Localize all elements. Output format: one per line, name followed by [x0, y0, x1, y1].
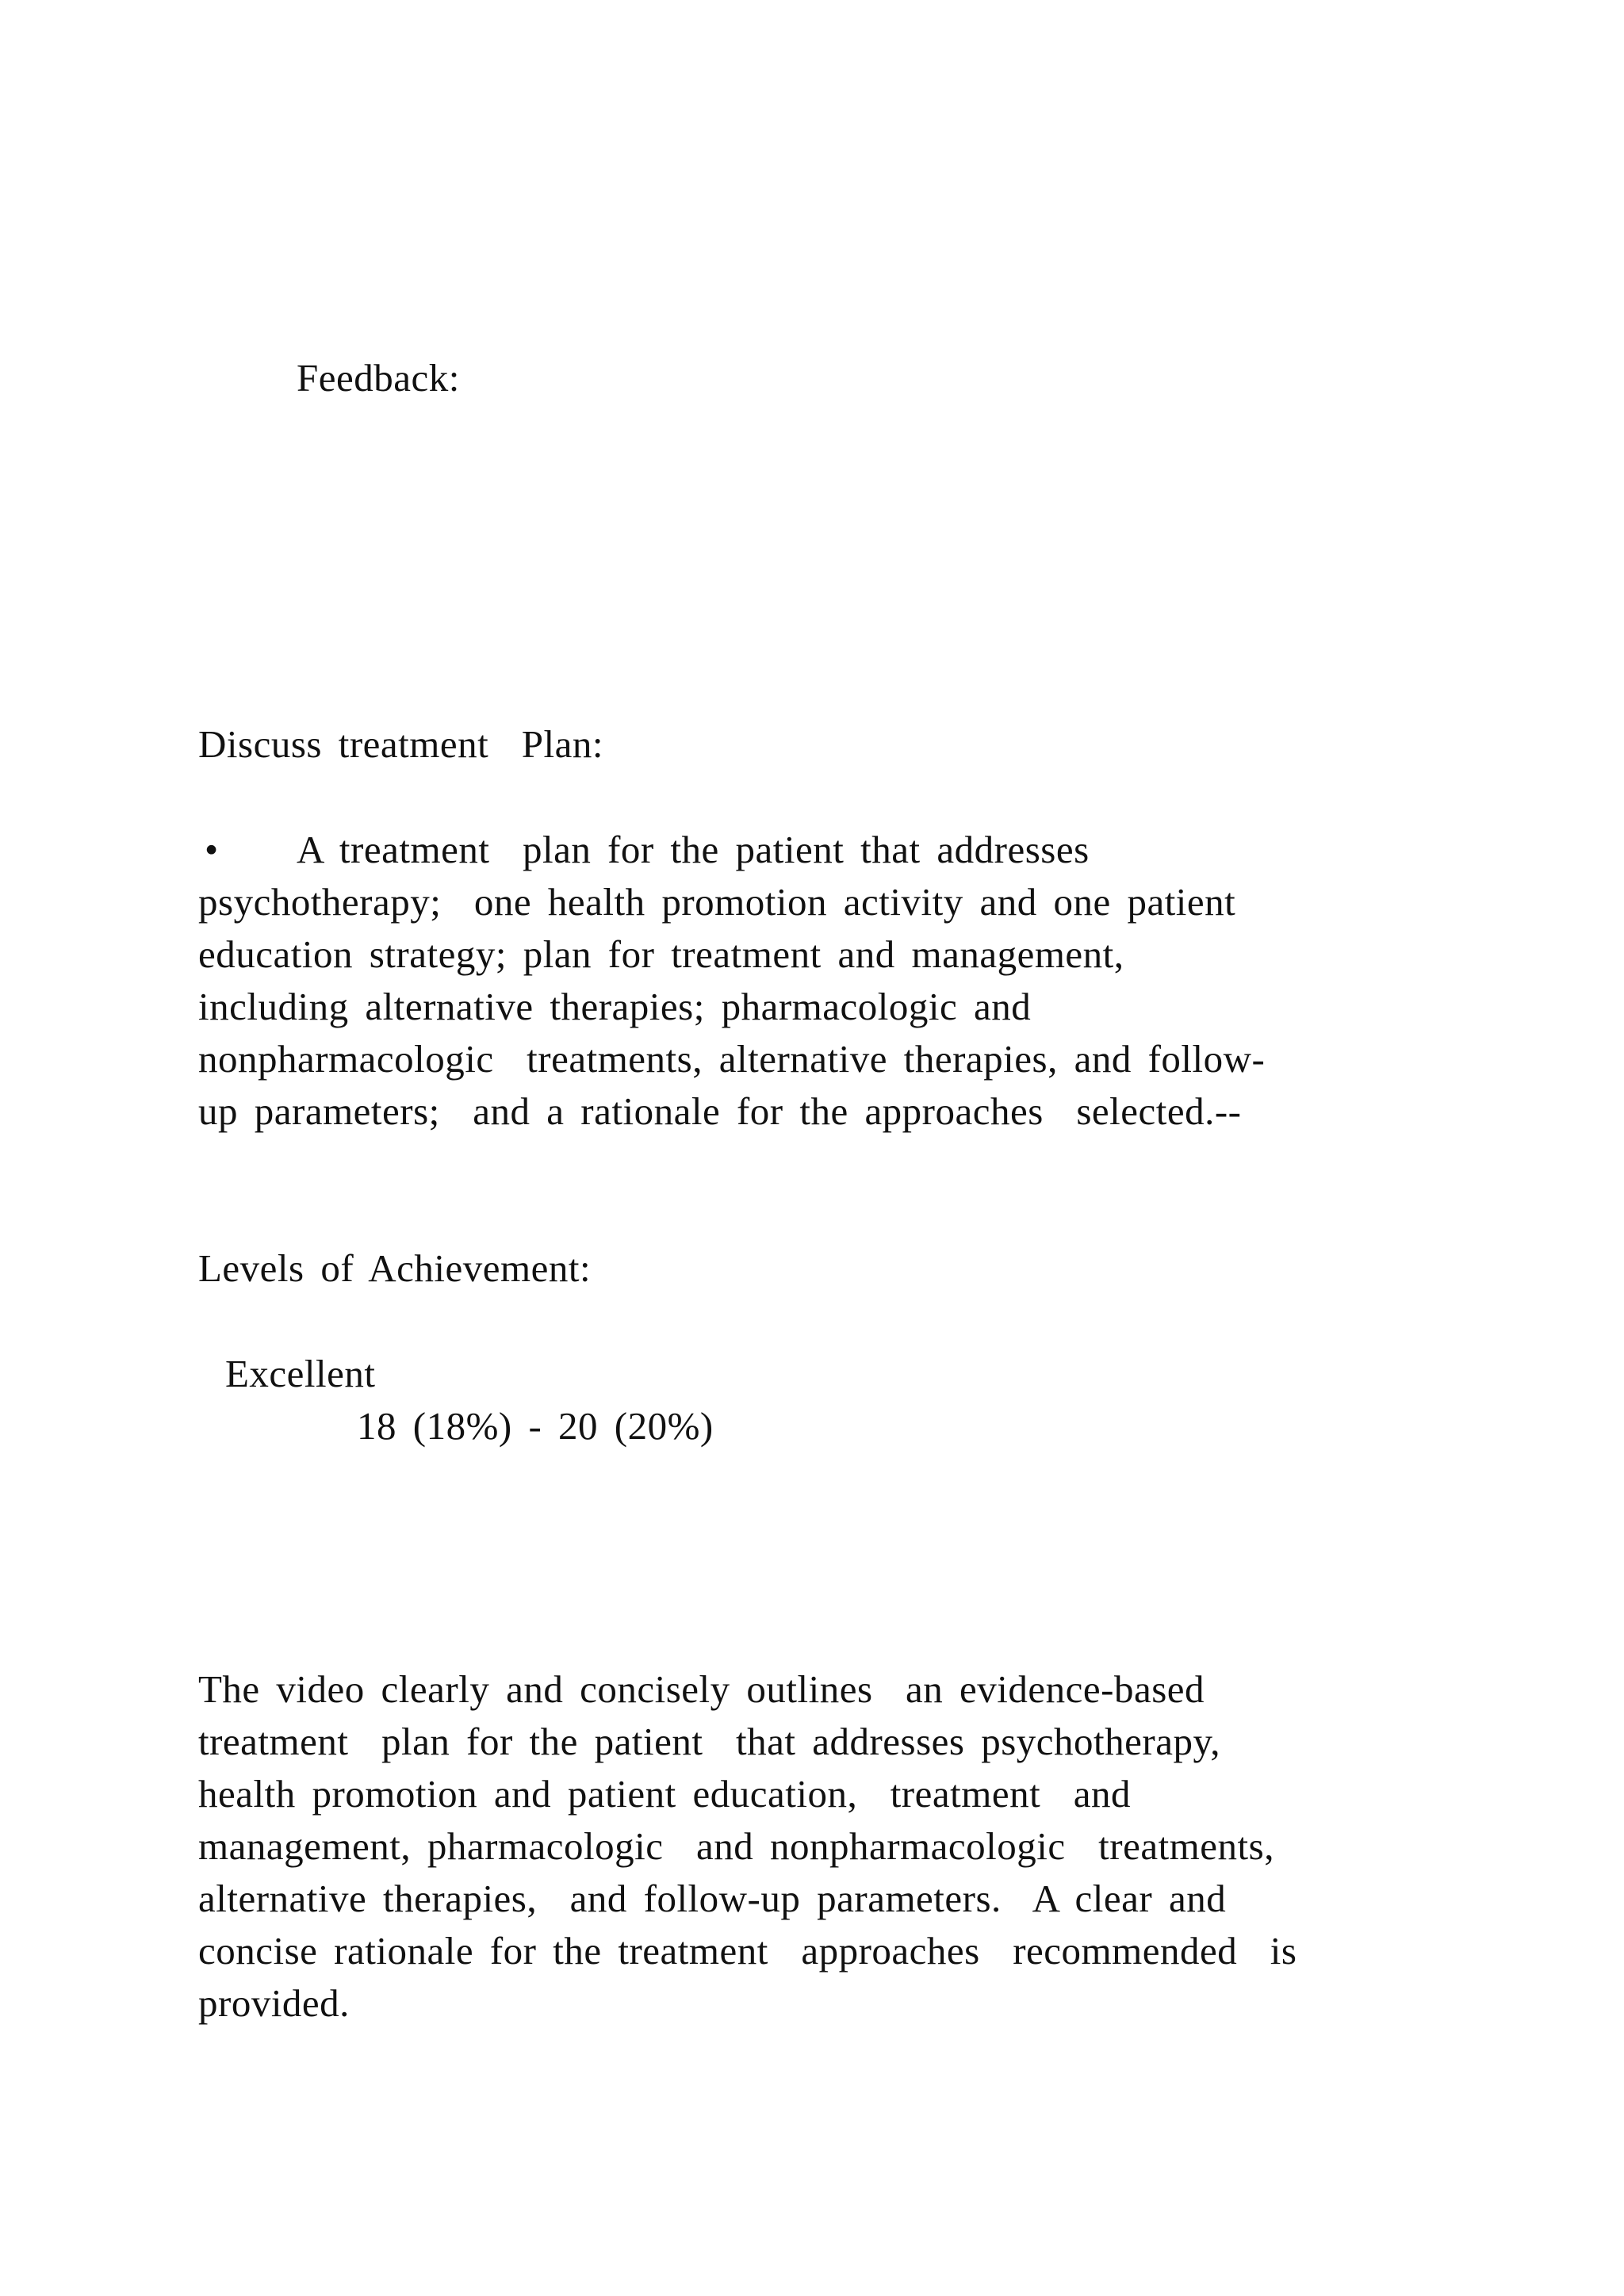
description-line: alternative therapies, and follow-up parameters. A clear and: [198, 1877, 1227, 1920]
levels-of-achievement-label: Levels of Achievement:: [198, 1246, 592, 1290]
description-line: treatment plan for the patient that addresses psychotherapy,: [198, 1720, 1221, 1763]
bullet-symbol: •: [205, 828, 219, 871]
description-line: concise rationale for the treatment approaches recommended is: [198, 1929, 1297, 1973]
bullet-line: up parameters; and a rationale for the approaches selected.--: [198, 1089, 1242, 1133]
bullet-line: nonpharmacologic treatments, alternative therapies, and follow-: [198, 1037, 1266, 1081]
level-name: Excellent: [225, 1352, 376, 1395]
feedback-label: Feedback:: [297, 356, 460, 400]
bullet-line: including alternative therapies; pharmacologic and: [198, 985, 1032, 1028]
level-score-range: 18 (18%) - 20 (20%): [357, 1404, 714, 1448]
section-heading: Discuss treatment Plan:: [198, 722, 603, 766]
description-line: provided.: [198, 1981, 350, 2025]
bullet-line: education strategy; plan for treatment and management,: [198, 932, 1124, 976]
description-line: management, pharmacologic and nonpharmacologic treatments,: [198, 1824, 1274, 1868]
description-line: The video clearly and concisely outlines an evidence-based: [198, 1667, 1205, 1711]
bullet-line: psychotherapy; one health promotion activity and one patient: [198, 880, 1236, 924]
description-line: health promotion and patient education, treatment and: [198, 1772, 1131, 1816]
bullet-line: A treatment plan for the patient that addresses: [297, 828, 1090, 871]
